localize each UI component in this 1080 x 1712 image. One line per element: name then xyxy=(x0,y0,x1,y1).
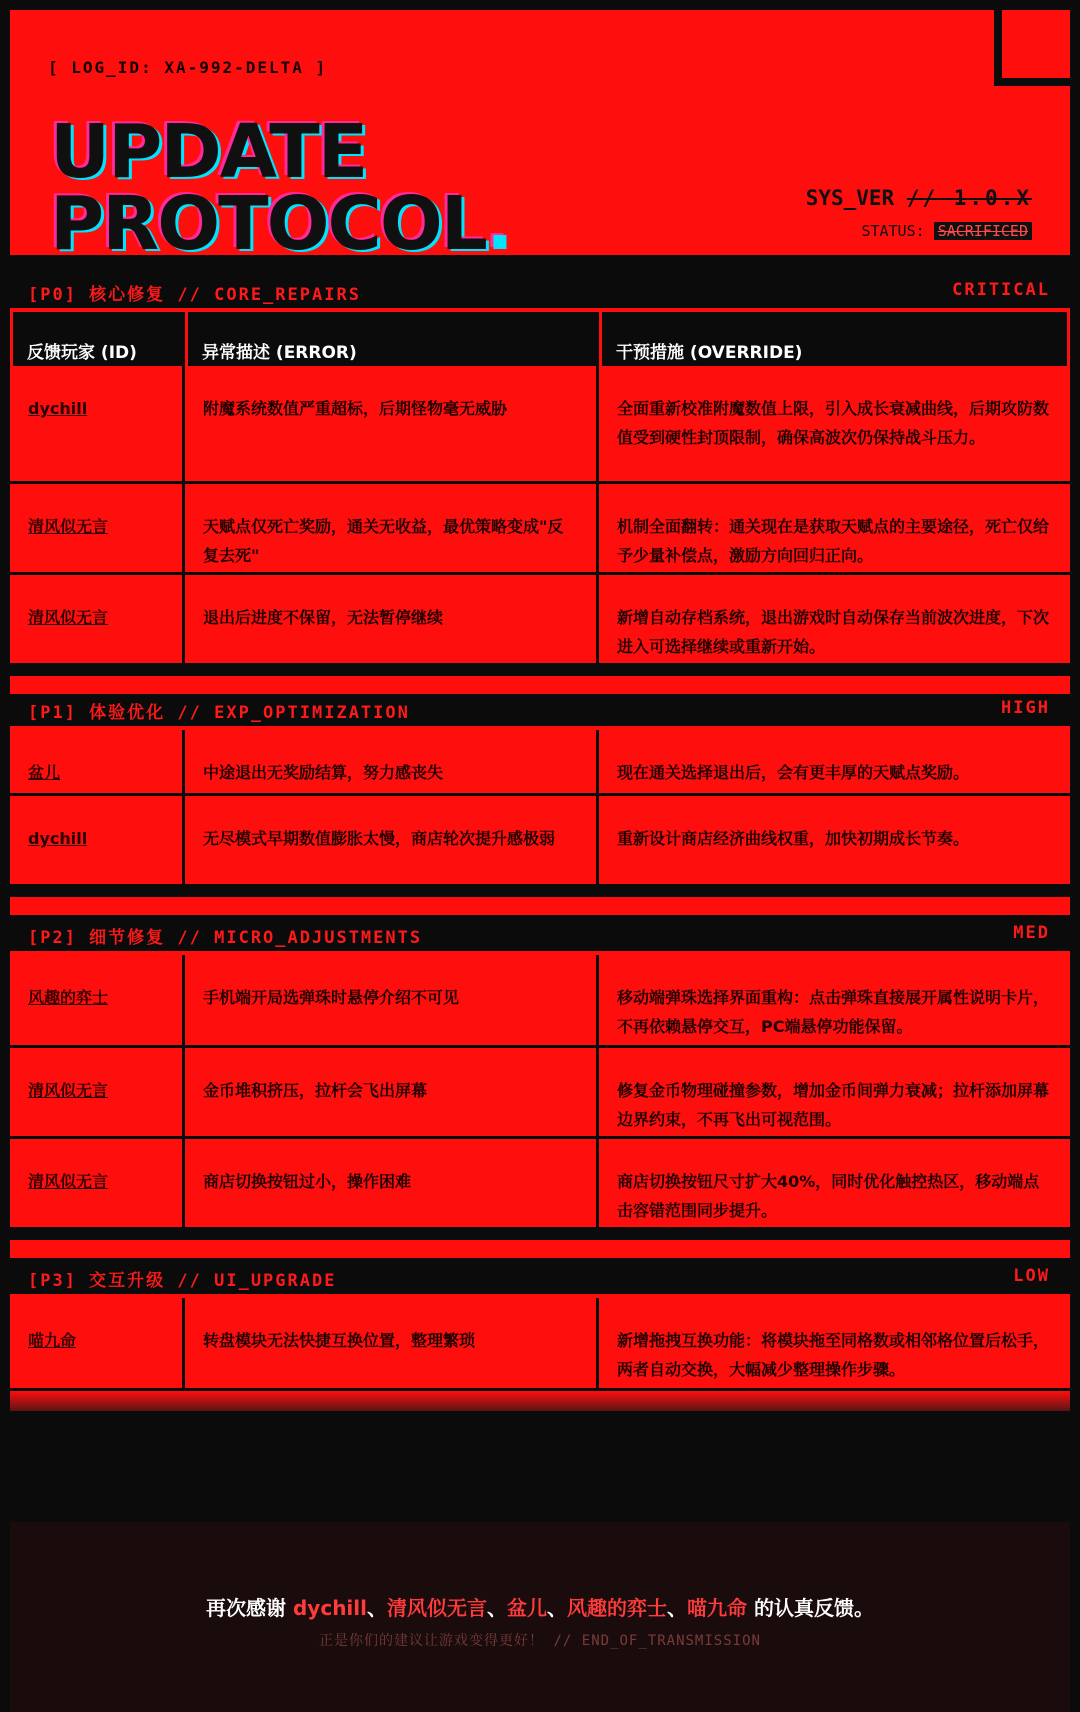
priority-section xyxy=(10,672,1070,915)
footer-sub-cn: 正是你们的建议让游戏变得更好！ xyxy=(319,1633,545,1649)
override-cell: 重新设计商店经济曲线权重，加快初期成长节奏。 xyxy=(617,829,970,848)
title-dot: . xyxy=(485,181,513,267)
section-divider xyxy=(10,1230,1070,1240)
table-row xyxy=(10,1139,1070,1230)
section-rule xyxy=(10,951,1070,955)
player-id-link[interactable]: dychill xyxy=(28,399,88,418)
player-id-link[interactable]: 清风似无言 xyxy=(28,1172,109,1191)
player-cell xyxy=(10,575,185,663)
title-line-2 xyxy=(50,181,513,267)
player-id-link[interactable]: 风趣的弈士 xyxy=(28,988,109,1007)
thanks-suffix: 的认真反馈。 xyxy=(747,1596,874,1620)
thanks-prefix: 再次感谢 xyxy=(206,1596,293,1620)
player-id-link[interactable]: 盆儿 xyxy=(28,763,61,782)
footer xyxy=(10,1522,1070,1712)
title-line-2-text: PROTOCOL xyxy=(50,181,486,267)
footer-sub-code: // END_OF_TRANSMISSION xyxy=(544,1633,761,1649)
name-separator: 、 xyxy=(667,1596,687,1620)
table-row xyxy=(10,366,1070,484)
header-banner xyxy=(10,10,1070,267)
override-cell: 移动端弹珠选择界面重构：点击弹珠直接展开属性说明卡片，不再依赖悬停交互，PC端悬停功能保留。 xyxy=(617,988,1050,1036)
player-cell xyxy=(10,1048,185,1136)
error-cell: 附魔系统数值严重超标，后期怪物毫无威胁 xyxy=(185,366,599,481)
player-cell xyxy=(10,955,185,1045)
player-cell xyxy=(10,366,185,481)
priority-level-badge: CRITICAL xyxy=(952,280,1050,300)
player-cell xyxy=(10,1298,185,1388)
section-title: [P0] 核心修复 // CORE_REPAIRS xyxy=(28,285,361,305)
override-cell: 新增自动存档系统，退出游戏时自动保存当前波次进度，下次进入可选择继续或重新开始。 xyxy=(617,608,1050,656)
table-row xyxy=(10,955,1070,1048)
table-row xyxy=(10,575,1070,666)
thanks-name: dychill xyxy=(292,1596,367,1620)
error-cell: 无尽模式早期数值膨胀太慢，商店轮次提升感极弱 xyxy=(185,796,599,884)
section-rule xyxy=(10,1294,1070,1298)
player-id-link[interactable]: 喵九命 xyxy=(28,1331,77,1350)
priority-section xyxy=(10,1240,1070,1411)
thanks-name: 盆儿 xyxy=(507,1596,547,1620)
player-id-link[interactable]: dychill xyxy=(28,829,88,848)
player-cell xyxy=(10,1139,185,1227)
thanks-name: 风趣的弈士 xyxy=(567,1596,667,1620)
priority-level-badge: MED xyxy=(1013,923,1050,943)
player-cell xyxy=(10,730,185,793)
priority-section xyxy=(10,254,1070,694)
priority-level-badge: LOW xyxy=(1013,1266,1050,1286)
error-cell: 金币堆积挤压，拉杆会飞出屏幕 xyxy=(185,1048,599,1136)
player-id-link[interactable]: 清风似无言 xyxy=(28,608,109,627)
override-cell: 新增拖拽互换功能：将模块拖至同格数或相邻格位置后松手，两者自动交换，大幅减少整理操作步骤。 xyxy=(617,1331,1050,1379)
thanks-name: 清风似无言 xyxy=(387,1596,487,1620)
column-header-error: 异常描述 (ERROR) xyxy=(188,312,602,366)
thanks-name: 喵九命 xyxy=(687,1596,747,1620)
section-title: [P1] 体验优化 // EXP_OPTIMIZATION xyxy=(28,703,410,723)
error-cell: 转盘模块无法快捷互换位置，整理繁琐 xyxy=(185,1298,599,1388)
column-header-player: 反馈玩家 (ID) xyxy=(13,312,188,366)
section-header xyxy=(10,1240,1070,1298)
player-cell xyxy=(10,796,185,884)
sys-ver-value: // 1.0.X xyxy=(906,186,1032,210)
section-header xyxy=(10,672,1070,730)
sys-version xyxy=(806,186,1032,210)
error-cell: 商店切换按钮过小，操作困难 xyxy=(185,1139,599,1227)
player-cell xyxy=(10,484,185,572)
error-cell: 退出后进度不保留，无法暂停继续 xyxy=(185,575,599,663)
section-fade-bar xyxy=(10,1391,1070,1411)
name-separator: 、 xyxy=(487,1596,507,1620)
override-cell: 机制全面翻转：通关现在是获取天赋点的主要途径，死亡仅给予少量补偿点，激励方向回归正向。 xyxy=(617,517,1050,565)
override-cell: 修复金币物理碰撞参数，增加金币间弹力衰减；拉杆添加屏幕边界约束，不再飞出可视范围。 xyxy=(617,1081,1050,1129)
status-label: STATUS: xyxy=(861,222,934,240)
override-cell: 现在通关选择退出后，会有更丰厚的天赋点奖励。 xyxy=(617,763,970,782)
section-header xyxy=(10,254,1070,312)
status-badge: SACRIFICED xyxy=(934,222,1032,240)
player-id-link[interactable]: 清风似无言 xyxy=(28,1081,109,1100)
section-divider xyxy=(10,887,1070,897)
sys-ver-label: SYS_VER xyxy=(805,186,907,210)
section-title: [P3] 交互升级 // UI_UPGRADE xyxy=(28,1271,337,1291)
table-row xyxy=(10,730,1070,796)
status-line xyxy=(861,222,1032,240)
error-cell: 天赋点仅死亡奖励，通关无收益，最优策略变成"反复去死" xyxy=(185,484,599,572)
section-title: [P2] 细节修复 // MICRO_ADJUSTMENTS xyxy=(28,928,423,948)
table-header xyxy=(10,312,1070,366)
table-row xyxy=(10,484,1070,575)
error-cell: 手机端开局选弹珠时悬停介绍不可见 xyxy=(185,955,599,1045)
page-title xyxy=(50,109,513,267)
override-cell: 商店切换按钮尺寸扩大40%，同时优化触控热区，移动端点击容错范围同步提升。 xyxy=(617,1172,1040,1220)
name-separator: 、 xyxy=(547,1596,567,1620)
title-line-1: UPDATE xyxy=(50,109,367,195)
name-separator: 、 xyxy=(367,1596,387,1620)
corner-decoration xyxy=(994,10,1070,86)
thanks-message xyxy=(10,1592,1070,1621)
table-row xyxy=(10,796,1070,887)
column-header-override: 干预措施 (OVERRIDE) xyxy=(616,343,803,363)
player-id-link[interactable]: 清风似无言 xyxy=(28,517,109,536)
section-rule xyxy=(10,308,1070,312)
footer-subline xyxy=(10,1630,1070,1650)
section-rule xyxy=(10,726,1070,730)
priority-section xyxy=(10,897,1070,1258)
table-row xyxy=(10,1048,1070,1139)
table-row xyxy=(10,1298,1070,1391)
section-header xyxy=(10,897,1070,955)
override-cell: 全面重新校准附魔数值上限，引入成长衰减曲线，后期攻防数值受到硬性封顶限制，确保高波次仍保持战斗压力。 xyxy=(617,399,1050,447)
error-cell: 中途退出无奖励结算，努力感丧失 xyxy=(185,730,599,793)
log-id: [ LOG_ID: XA-992-DELTA ] xyxy=(48,58,328,77)
priority-level-badge: HIGH xyxy=(1001,698,1050,718)
